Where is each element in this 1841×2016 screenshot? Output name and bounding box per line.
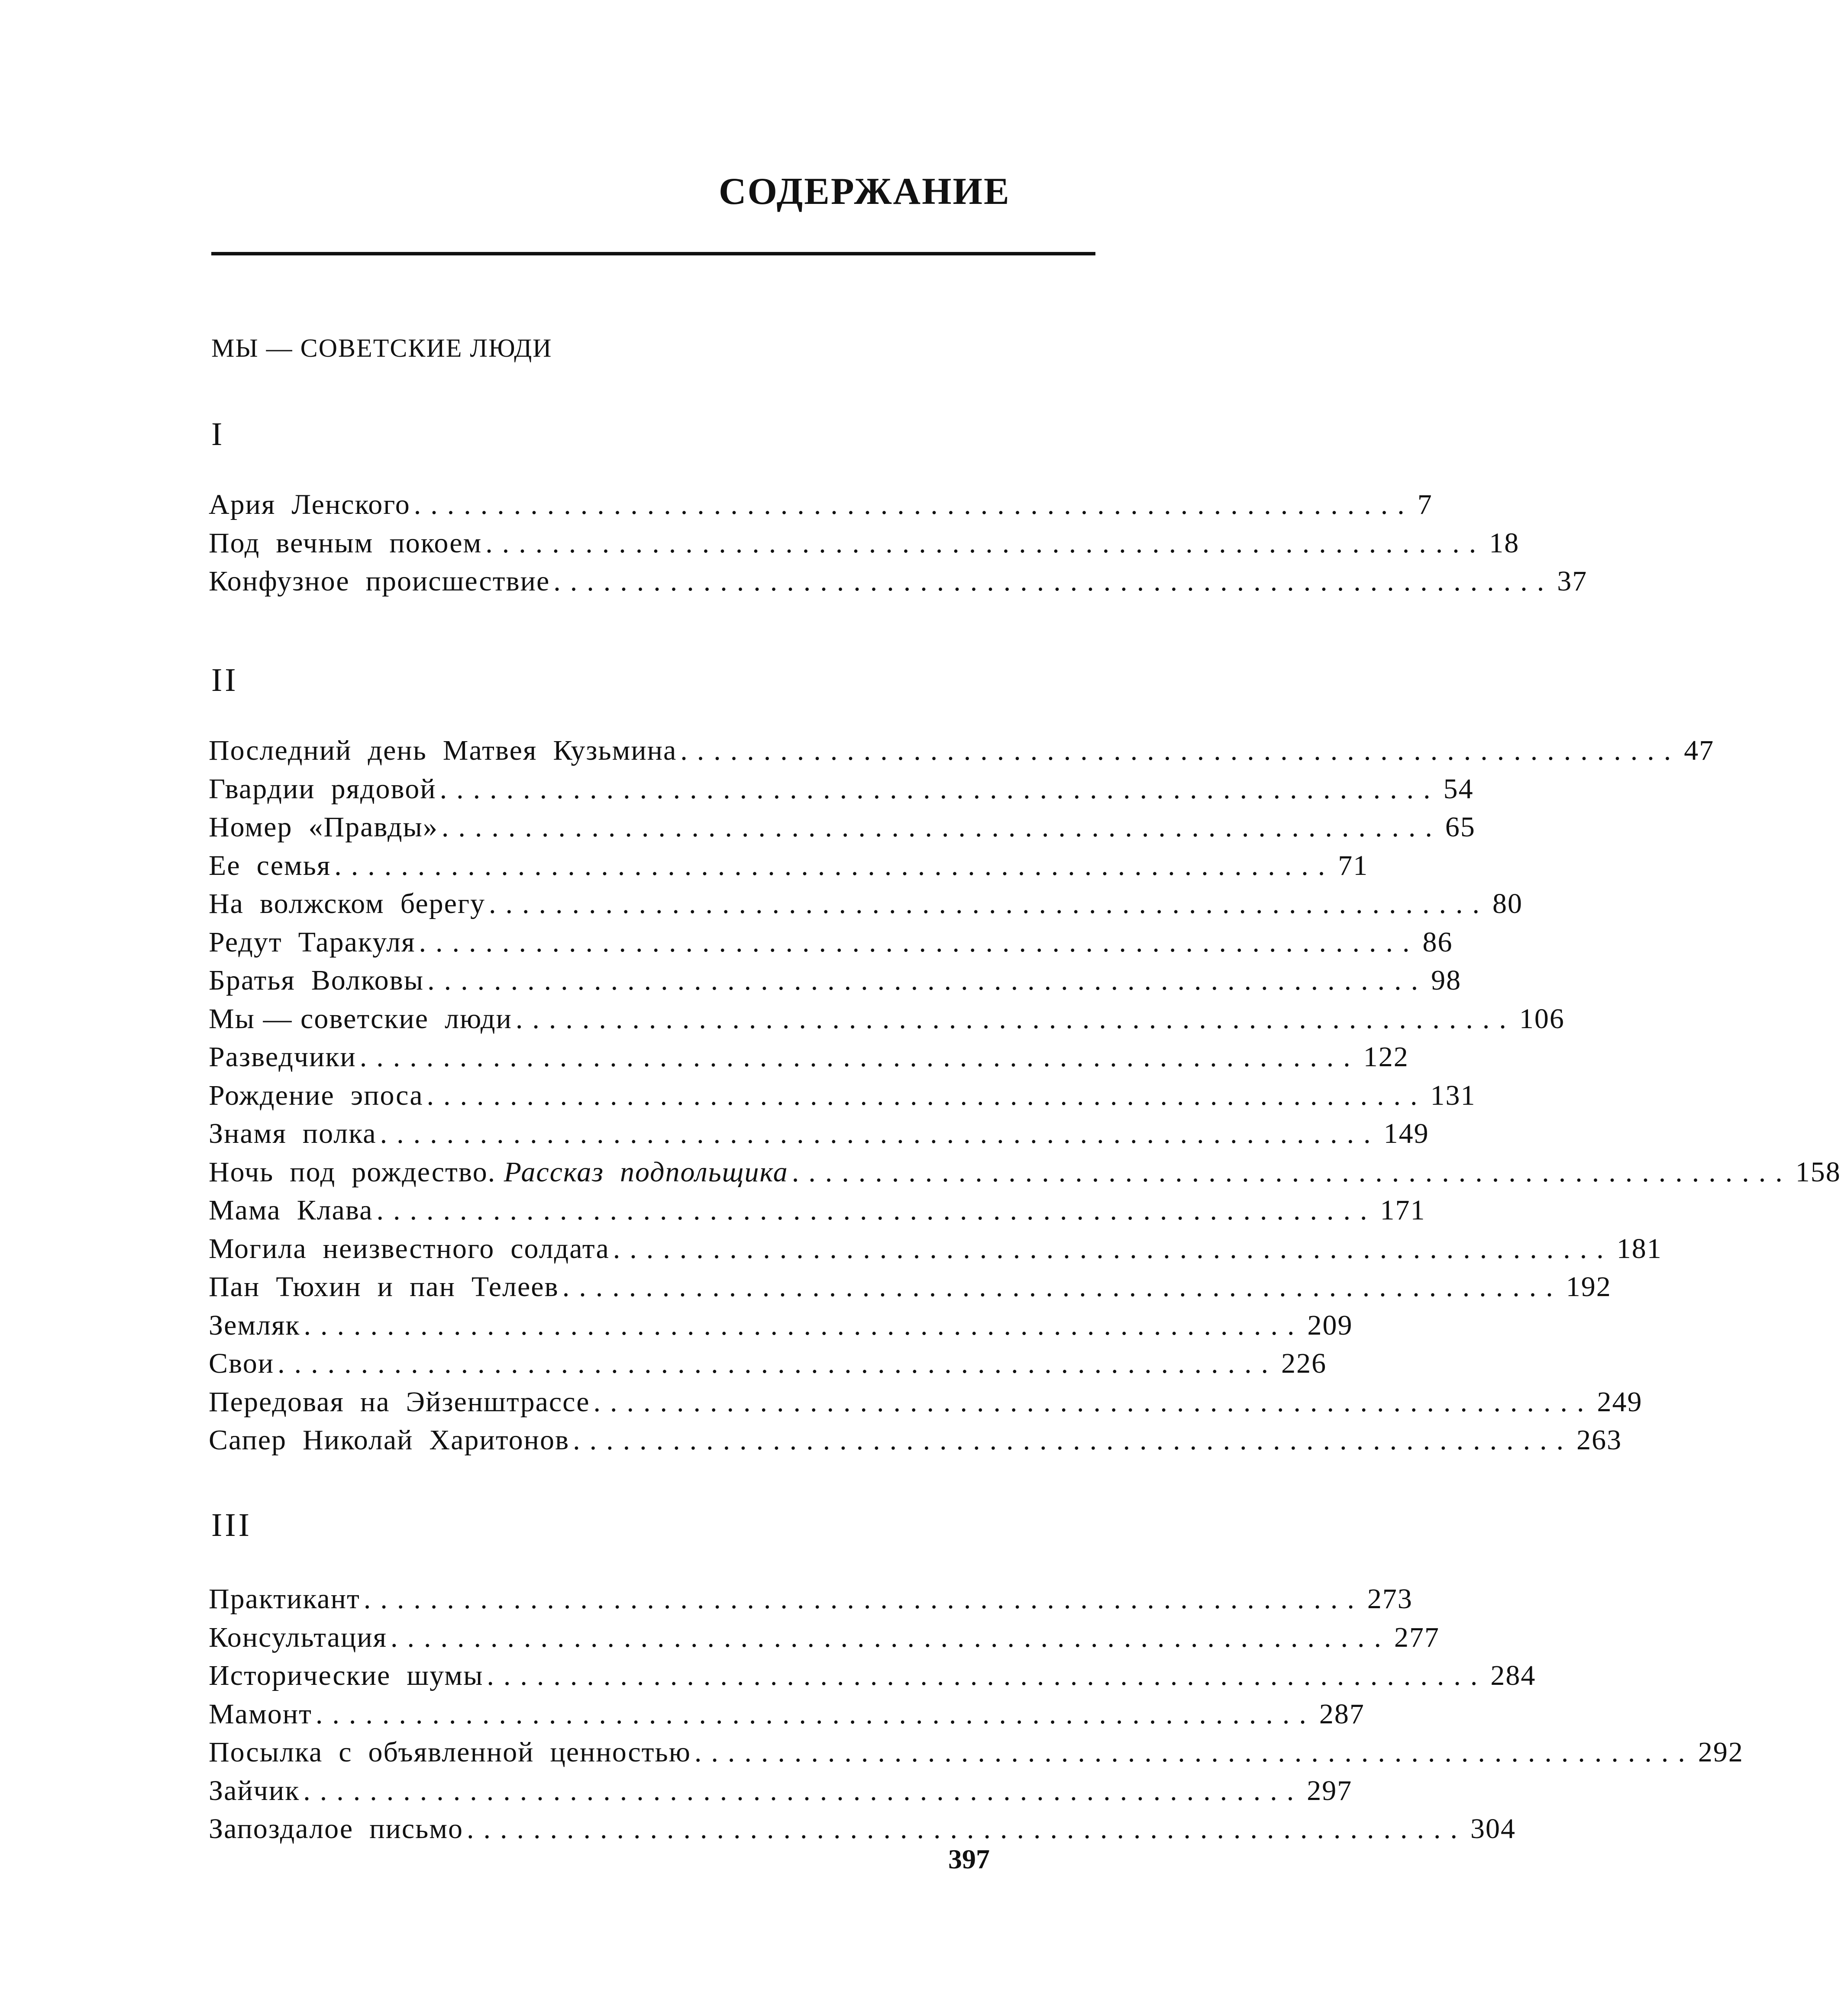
- dot-leader: ............................................................: [359, 1041, 1360, 1073]
- entry-title: [209, 1698, 312, 1731]
- toc-entry: [209, 1232, 1662, 1271]
- entry-title: [209, 1194, 373, 1227]
- entry-title: [209, 1347, 274, 1380]
- entry-title-text: Разведчики: [209, 1041, 356, 1073]
- entry-title-text: Последний день Матвея Кузьмина: [209, 735, 677, 766]
- entry-title-text: Пан Тюхин и пан Телеев: [209, 1271, 559, 1303]
- entry-page-number: 131: [1430, 1079, 1476, 1111]
- dot-leader: ............................................................: [315, 1698, 1316, 1730]
- toc-entry: [209, 1117, 1429, 1155]
- entry-title-text: Рождение эпоса: [209, 1079, 423, 1111]
- entry-title-text: Земляк: [209, 1309, 300, 1341]
- toc-entry: [209, 1386, 1643, 1424]
- entry-page-number: 209: [1307, 1309, 1353, 1341]
- entry-page-number: 158: [1795, 1156, 1841, 1188]
- entry-page-number: 47: [1684, 735, 1715, 766]
- toc-entry: [209, 1003, 1565, 1041]
- book-title: МЫ — СОВЕТСКИЕ ЛЮДИ: [211, 334, 552, 362]
- entry-title-text: Передовая на Эйзенштрассе: [209, 1386, 590, 1418]
- entry-page-number: 287: [1319, 1698, 1365, 1730]
- dot-leader: ............................................................: [791, 1156, 1792, 1188]
- dot-leader: ............................................................: [376, 1194, 1377, 1226]
- dot-leader: ............................................................: [573, 1424, 1573, 1456]
- entry-page-number: 297: [1307, 1774, 1353, 1806]
- dot-leader: ............................................................: [439, 773, 1440, 805]
- toc-entry: [209, 1194, 1426, 1232]
- entry-page-number: 181: [1616, 1232, 1662, 1264]
- toc-entry: [209, 1583, 1413, 1621]
- entry-title-text: Знамя полка: [209, 1118, 377, 1149]
- entry-page-number: 192: [1566, 1271, 1612, 1303]
- entry-title-text: Ее семья: [209, 849, 331, 881]
- entry-title: [209, 488, 410, 521]
- entry-title: [209, 1659, 483, 1692]
- toc-entry: [209, 1621, 1440, 1659]
- section-heading: II: [211, 662, 239, 698]
- entry-title: [209, 1117, 377, 1150]
- dot-leader: ............................................................: [304, 1309, 1304, 1341]
- entry-page-number: 249: [1597, 1386, 1643, 1418]
- toc-entry: [209, 1271, 1612, 1309]
- toc-entry: [209, 849, 1369, 887]
- toc-entry: [209, 1041, 1409, 1079]
- dot-leader: ............................................................: [419, 926, 1419, 958]
- dot-leader: ............................................................: [562, 1271, 1563, 1303]
- entry-title-text: Ария Ленского: [209, 489, 410, 520]
- entry-title: [209, 1736, 691, 1769]
- toc-entry: [209, 811, 1476, 849]
- entry-title-text: Исторические шумы: [209, 1660, 484, 1691]
- contents-title: СОДЕРЖАНИЕ: [719, 171, 1011, 213]
- entry-title-text: Свои: [209, 1348, 275, 1379]
- entry-title: [209, 1003, 512, 1035]
- title-rule: [211, 252, 1095, 255]
- dot-leader: ............................................................: [426, 1079, 1427, 1111]
- dot-leader: ............................................................: [489, 888, 1489, 919]
- entry-title: [209, 1424, 569, 1457]
- entry-page-number: 273: [1367, 1583, 1413, 1615]
- entry-title: [209, 887, 485, 920]
- entry-title: [209, 926, 415, 959]
- toc-entry: [209, 1347, 1327, 1385]
- entry-title-text: Гвардии рядовой: [209, 773, 436, 805]
- dot-leader: ............................................................: [515, 1003, 1516, 1035]
- toc-entry: [209, 926, 1453, 964]
- dot-leader: ............................................................: [380, 1118, 1380, 1149]
- toc-entry: [209, 1424, 1622, 1462]
- toc-entry: [209, 1156, 1841, 1194]
- entry-title: [209, 1156, 788, 1189]
- entry-title-text: Зайчик: [209, 1774, 300, 1806]
- entry-title-text: Запоздалое письмо: [209, 1813, 463, 1845]
- entry-title: [209, 1774, 300, 1807]
- entry-page-number: 284: [1490, 1660, 1536, 1691]
- dot-leader: ............................................................: [593, 1386, 1594, 1418]
- section-heading: III: [211, 1507, 252, 1543]
- toc-entry: [209, 1774, 1353, 1813]
- entry-page-number: 86: [1422, 926, 1453, 958]
- entry-page-number: 98: [1431, 964, 1462, 996]
- entry-title: [209, 1041, 356, 1074]
- entry-title-text: Под вечным покоем: [209, 527, 482, 559]
- toc-entry: [209, 734, 1715, 772]
- toc-entry: [209, 488, 1433, 526]
- entry-page-number: 71: [1338, 849, 1369, 881]
- dot-leader: ............................................................: [363, 1583, 1364, 1615]
- entry-title: [209, 1583, 360, 1616]
- entry-page-number: 292: [1698, 1736, 1744, 1768]
- dot-leader: ............................................................: [485, 527, 1486, 559]
- entry-title: [209, 1813, 463, 1845]
- toc-entry: [209, 527, 1520, 565]
- toc-entry: [209, 1698, 1365, 1736]
- entry-title: [209, 1309, 300, 1342]
- toc-entry: [209, 1736, 1744, 1774]
- entry-title-text: Конфузное происшествие: [209, 565, 550, 597]
- entry-title-text: Консультация: [209, 1621, 388, 1653]
- entry-page-number: 122: [1363, 1041, 1409, 1073]
- entry-title-text: На волжском берегу: [209, 888, 486, 919]
- entry-title-text: Практикант: [209, 1583, 360, 1615]
- entry-title: [209, 1232, 610, 1265]
- entry-subtitle: Рассказ подпольщика: [504, 1156, 788, 1188]
- entry-page-number: 171: [1380, 1194, 1426, 1226]
- dot-leader: ............................................................: [613, 1232, 1613, 1264]
- entry-title: [209, 1621, 387, 1654]
- entry-title: [209, 734, 677, 767]
- toc-entry: [209, 1659, 1536, 1697]
- dot-leader: ............................................................: [680, 735, 1681, 766]
- entry-page-number: 37: [1557, 565, 1588, 597]
- dot-leader: ............................................................: [441, 811, 1442, 843]
- entry-page-number: 80: [1492, 888, 1523, 919]
- entry-title: [209, 1386, 590, 1419]
- toc-entry: [209, 1079, 1476, 1117]
- toc-entry: [209, 565, 1588, 603]
- entry-page-number: 226: [1281, 1348, 1327, 1379]
- dot-leader: ............................................................: [278, 1348, 1278, 1379]
- entry-page-number: 263: [1576, 1424, 1622, 1456]
- entry-page-number: 106: [1519, 1003, 1565, 1035]
- dot-leader: ............................................................: [553, 565, 1554, 597]
- entry-title-text: Мамонт: [209, 1698, 312, 1730]
- entry-title-text: Посылка с объявленной ценностью: [209, 1736, 691, 1768]
- dot-leader: ............................................................: [466, 1813, 1467, 1845]
- entry-title-text: Мы — советские люди: [209, 1003, 512, 1035]
- dot-leader: ............................................................: [391, 1621, 1391, 1653]
- entry-page-number: 65: [1445, 811, 1476, 843]
- entry-title-text: Ночь под рождество.: [209, 1156, 496, 1188]
- dot-leader: ............................................................: [413, 489, 1414, 520]
- entry-title: [209, 773, 436, 806]
- entry-title: [209, 964, 424, 997]
- entry-title: [209, 1079, 423, 1112]
- entry-title-text: Братья Волковы: [209, 964, 424, 996]
- entry-title-text: Номер «Правды»: [209, 811, 438, 843]
- entry-title: [209, 849, 331, 882]
- dot-leader: ............................................................: [694, 1736, 1695, 1768]
- toc-entry: [209, 887, 1523, 926]
- entry-title: [209, 811, 438, 844]
- entry-title: [209, 1271, 559, 1303]
- entry-title-text: Сапер Николай Харитонов: [209, 1424, 570, 1456]
- toc-entry: [209, 773, 1474, 811]
- entry-page-number: 149: [1383, 1118, 1429, 1149]
- dot-leader: ............................................................: [303, 1774, 1304, 1806]
- dot-leader: ............................................................: [334, 849, 1335, 881]
- entry-page-number: 7: [1417, 489, 1433, 520]
- entry-title-text: Мама Клава: [209, 1194, 373, 1226]
- entry-title: [209, 565, 550, 598]
- dot-leader: ............................................................: [487, 1660, 1487, 1691]
- page-number: 397: [948, 1844, 990, 1874]
- entry-title: [209, 527, 482, 560]
- entry-page-number: 277: [1394, 1621, 1440, 1653]
- entry-page-number: 304: [1470, 1813, 1516, 1845]
- toc-entry: [209, 964, 1462, 1002]
- entry-title-text: Могила неизвестного солдата: [209, 1232, 610, 1264]
- toc-entry: [209, 1309, 1353, 1347]
- entry-page-number: 18: [1489, 527, 1520, 559]
- dot-leader: ............................................................: [427, 964, 1428, 996]
- section-heading: I: [211, 416, 225, 452]
- entry-page-number: 54: [1443, 773, 1474, 805]
- entry-title-text: Редут Таракуля: [209, 926, 416, 958]
